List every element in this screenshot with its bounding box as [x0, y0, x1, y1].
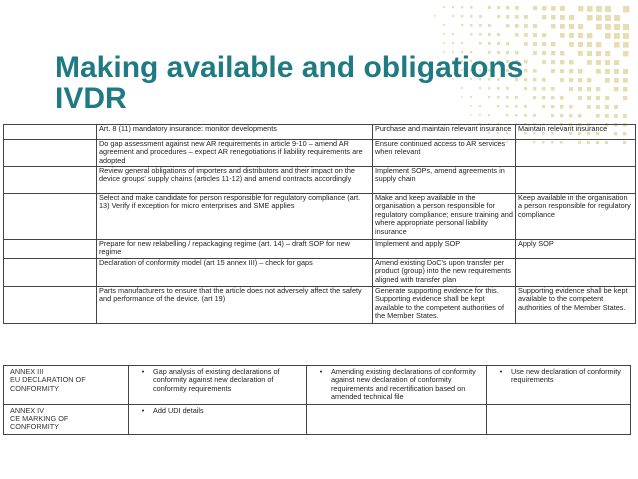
decorative-dot: [596, 51, 601, 56]
bullet-item: [129, 405, 306, 417]
bullet-text: Gap analysis of existing declarations of conformity against new declaration of conformity requirements: [153, 367, 280, 393]
decorative-dot: [578, 6, 583, 11]
decorative-dot: [488, 24, 491, 27]
decorative-dot: [524, 114, 527, 117]
decorative-dot: [461, 6, 463, 8]
table-row: [4, 240, 636, 259]
decorative-dot: [560, 78, 564, 82]
decorative-dot: [605, 6, 611, 12]
decorative-dot: [533, 78, 536, 81]
decorative-dot: [596, 96, 600, 100]
decorative-dot: [533, 24, 537, 28]
annex-cell: [487, 366, 631, 405]
decorative-dot: [569, 60, 574, 65]
decorative-dot: [596, 6, 602, 12]
decorative-dot: [596, 42, 601, 47]
decorative-dot: [560, 69, 564, 73]
decorative-dot: [587, 78, 591, 82]
decorative-dot: [605, 15, 611, 21]
decorative-dot: [551, 105, 554, 108]
title-line-1: Making available and obligations: [55, 51, 524, 84]
decorative-dot: [488, 33, 491, 36]
decorative-dot: [479, 114, 481, 116]
bullet-item: [487, 366, 630, 387]
decorative-dot: [560, 105, 563, 108]
decorative-dot: [515, 6, 519, 10]
decorative-dot: [542, 42, 546, 46]
decorative-dot: [524, 42, 528, 46]
decorative-dot: [614, 105, 618, 109]
table-cell: Review general obligations of importers and distributors and their impact on the device groups' supply chains (articles 11-12) and amend contracts accordingly: [97, 167, 373, 194]
table-cell: Make and keep available in the organisation a person responsible for regulatory compliance; ensure training and where appropriate personal liability insurance: [373, 194, 516, 240]
title-line-2: IVDR: [55, 82, 127, 115]
decorative-dot: [578, 114, 582, 118]
table-row: [4, 259, 636, 287]
decorative-dot: [596, 69, 601, 74]
table-cell: Art. 8 (11) mandatory insurance: monitor developments: [97, 125, 373, 140]
decorative-dot: [578, 51, 583, 56]
table-cell: [516, 167, 636, 194]
decorative-dot: [542, 60, 546, 64]
decorative-dot: [560, 60, 564, 64]
decorative-dot: [569, 15, 574, 20]
table-cell: [516, 259, 636, 287]
decorative-dot: [533, 114, 536, 117]
decorative-dot: [443, 33, 445, 35]
bullet-item: [307, 366, 486, 404]
decorative-dot: [551, 42, 555, 46]
decorative-dot: [434, 15, 436, 17]
decorative-dot: [587, 105, 591, 109]
decorative-dot: [623, 78, 628, 83]
decorative-dot: [515, 114, 518, 117]
decorative-dot: [524, 15, 528, 19]
annex-cell: [487, 404, 631, 434]
decorative-dot: [578, 42, 583, 47]
decorative-dot: [605, 114, 609, 118]
decorative-dot: [596, 114, 600, 118]
table-cell: Amend existing DoC's upon transfer per product (group) into the new requirements aligned with transfer plan: [373, 259, 516, 287]
decorative-dot: [623, 6, 629, 12]
decorative-dot: [569, 114, 572, 117]
decorative-dot: [506, 15, 509, 18]
annex-row: [4, 404, 631, 434]
annex-cell: [307, 404, 487, 434]
decorative-dot: [524, 33, 528, 37]
table-cell: Apply SOP: [516, 240, 636, 259]
decorative-dot: [551, 60, 555, 64]
decorative-dot: [560, 51, 564, 55]
decorative-dot: [569, 69, 573, 73]
decorative-dot: [524, 105, 527, 108]
page-title: [55, 52, 523, 114]
decorative-dot: [587, 33, 592, 38]
decorative-dot: [605, 69, 610, 74]
table-row: [4, 125, 636, 140]
bullet-text: Amending existing declarations of conformity against new declaration of conformity requirements and recertification based on amended technical file: [331, 367, 476, 402]
decorative-dot: [578, 87, 582, 91]
decorative-dot: [614, 24, 620, 30]
decorative-dot: [479, 42, 482, 45]
decorative-dot: [623, 42, 629, 48]
decorative-dot: [560, 33, 565, 38]
annex-label: ANNEX IV CE MARKING OF CONFORMITY: [4, 404, 129, 434]
decorative-dot: [623, 33, 629, 39]
decorative-dot: [515, 15, 519, 19]
decorative-dot: [497, 15, 500, 18]
decorative-dot: [587, 60, 592, 65]
decorative-dot: [488, 6, 491, 9]
decorative-dot: [452, 15, 454, 17]
decorative-dot: [470, 15, 473, 18]
decorative-dot: [533, 33, 537, 37]
decorative-dot: [596, 15, 602, 21]
decorative-dot: [596, 105, 600, 109]
decorative-dot: [443, 24, 445, 26]
decorative-dot: [551, 51, 555, 55]
table-cell: [4, 259, 97, 287]
table-cell: Keep available in the organisation a person responsible for regulatory compliance: [516, 194, 636, 240]
decorative-dot: [551, 87, 555, 91]
decorative-dot: [542, 15, 546, 19]
decorative-dot: [587, 6, 593, 12]
bullet-icon: •: [141, 405, 145, 415]
decorative-dot: [542, 96, 545, 99]
decorative-dot: [623, 87, 628, 92]
table-cell: Do gap assessment against new AR requirements in article 9-10 – amend AR agreement and procedures – expect AR renegotiations if liability requirements are adopted: [97, 140, 373, 167]
bullet-icon: •: [499, 367, 503, 376]
table-cell: Generate supporting evidence for this. Supporting evidence shall be kept available to the competent authorities of the Member States.: [373, 287, 516, 324]
decorative-dot: [578, 69, 583, 74]
decorative-dot: [497, 42, 500, 45]
decorative-dot: [614, 87, 618, 91]
decorative-dot: [551, 69, 555, 73]
bullet-icon: •: [141, 367, 145, 376]
obligations-table: [3, 124, 636, 324]
table-cell: [4, 167, 97, 194]
bullet-text: Add UDI details: [153, 405, 204, 415]
decorative-dot: [587, 42, 592, 47]
table-cell: Supporting evidence shall be kept available to the competent authorities of the Member States.: [516, 287, 636, 324]
decorative-dot: [506, 6, 509, 9]
decorative-dot: [461, 24, 463, 26]
decorative-dot: [605, 96, 609, 100]
decorative-dot: [614, 33, 620, 39]
table-row: [4, 194, 636, 240]
decorative-dot: [587, 87, 591, 91]
decorative-dot: [461, 15, 463, 17]
decorative-dot: [551, 114, 554, 117]
decorative-dot: [551, 96, 555, 100]
decorative-dot: [560, 114, 563, 117]
annex-cell: [307, 366, 487, 405]
bullet-icon: •: [319, 367, 323, 376]
decorative-dot: [452, 6, 454, 8]
decorative-dot: [470, 24, 473, 27]
annex-cell: [129, 404, 307, 434]
table-cell: [4, 287, 97, 324]
decorative-dot: [470, 6, 473, 9]
decorative-dot: [614, 60, 619, 65]
decorative-dot: [506, 42, 509, 45]
decorative-dot: [605, 105, 609, 109]
table-cell: [4, 125, 97, 140]
decorative-dot: [587, 51, 592, 56]
decorative-dot: [542, 105, 545, 108]
decorative-dot: [533, 51, 537, 55]
decorative-dot: [452, 42, 454, 44]
decorative-dot: [461, 42, 463, 44]
decorative-dot: [515, 24, 519, 28]
table-cell: Implement SOPs, amend agreements in supply chain: [373, 167, 516, 194]
decorative-dot: [623, 114, 627, 118]
decorative-dot: [569, 33, 574, 38]
decorative-dot: [578, 33, 583, 38]
table-cell: Purchase and maintain relevant insurance: [373, 125, 516, 140]
decorative-dot: [605, 60, 610, 65]
decorative-dot: [623, 24, 629, 30]
decorative-dot: [443, 6, 445, 8]
decorative-dot: [596, 87, 600, 91]
decorative-dot: [614, 114, 618, 118]
decorative-dot: [479, 33, 482, 36]
decorative-dot: [479, 24, 482, 27]
decorative-dot: [533, 6, 537, 10]
decorative-dot: [605, 33, 611, 39]
decorative-dot: [542, 51, 546, 55]
decorative-dot: [551, 15, 556, 20]
table-cell: Maintain relevant insurance: [516, 125, 636, 140]
decorative-dot: [623, 96, 627, 100]
decorative-dot: [470, 114, 472, 116]
decorative-dot: [542, 33, 546, 37]
decorative-dot: [524, 78, 527, 81]
table-cell: [516, 140, 636, 167]
decorative-dot: [524, 87, 527, 90]
decorative-dot: [542, 87, 546, 91]
decorative-dot: [569, 42, 574, 47]
table-cell: Parts manufacturers to ensure that the article does not adversely affect the safety and performance of the device. (art 19): [97, 287, 373, 324]
table-cell: Implement and apply SOP: [373, 240, 516, 259]
decorative-dot: [533, 42, 537, 46]
decorative-dot: [542, 78, 546, 82]
decorative-dot: [578, 96, 582, 100]
decorative-dot: [623, 69, 628, 74]
table-cell: [4, 194, 97, 240]
table-row: [4, 167, 636, 194]
table-row: [4, 140, 636, 167]
table-cell: Ensure continued access to AR services when relevant: [373, 140, 516, 167]
decorative-dot: [569, 105, 573, 109]
decorative-dot: [605, 24, 611, 30]
decorative-dot: [560, 6, 565, 11]
decorative-dot: [578, 78, 582, 82]
bullet-text: Use new declaration of conformity requirements: [511, 367, 621, 385]
decorative-dot: [515, 33, 519, 37]
decorative-dot: [614, 78, 619, 83]
decorative-dot: [533, 69, 537, 73]
annex-row: [4, 366, 631, 405]
decorative-dot: [569, 78, 573, 82]
decorative-dot: [596, 24, 602, 30]
decorative-dot: [542, 6, 546, 10]
decorative-dot: [524, 69, 527, 72]
decorative-dot: [596, 60, 601, 65]
decorative-dot: [551, 6, 556, 11]
decorative-dot: [587, 96, 591, 100]
decorative-dot: [497, 6, 500, 9]
table-cell: Select and make candidate for person responsible for regulatory compliance (art. 13) Verify if exception for micro enterprises and SME applies: [97, 194, 373, 240]
decorative-dot: [497, 33, 500, 36]
table-cell: [4, 240, 97, 259]
table-cell: Prepare for new relabelling / repackaging regime (art. 14) – draft SOP for new regime: [97, 240, 373, 259]
decorative-dot: [506, 24, 509, 27]
decorative-dot: [506, 114, 508, 116]
decorative-dot: [560, 15, 565, 20]
decorative-dot: [533, 96, 536, 99]
table-cell: [4, 140, 97, 167]
decorative-dot: [560, 96, 564, 100]
table-cell: Declaration of conformity model (art 15 annex III) – check for gaps: [97, 259, 373, 287]
decorative-dot: [578, 24, 583, 29]
decorative-dot: [587, 15, 593, 21]
decorative-dot: [479, 15, 482, 18]
decorative-dot: [470, 33, 472, 35]
decorative-dot: [452, 33, 454, 35]
bullet-item: [129, 366, 306, 395]
decorative-dot: [605, 78, 610, 83]
decorative-dot: [524, 24, 528, 28]
decorative-dot: [614, 15, 620, 21]
table-row: [4, 287, 636, 324]
decorative-dot: [443, 42, 445, 44]
decorative-dot: [605, 51, 610, 56]
decorative-dot: [614, 69, 619, 74]
decorative-dot: [488, 114, 490, 116]
annex-cell: [129, 366, 307, 405]
decorative-dot: [533, 87, 536, 90]
annex-table: [3, 365, 631, 435]
decorative-dot: [569, 87, 573, 91]
decorative-dot: [560, 24, 565, 29]
decorative-dot: [488, 42, 491, 45]
annex-label: ANNEX III EU DECLARATION OF CONFORMITY: [4, 366, 129, 405]
decorative-dot: [524, 60, 528, 64]
decorative-dot: [569, 24, 574, 29]
decorative-dot: [623, 51, 628, 56]
decorative-dot: [551, 24, 556, 29]
decorative-dot: [614, 42, 620, 48]
